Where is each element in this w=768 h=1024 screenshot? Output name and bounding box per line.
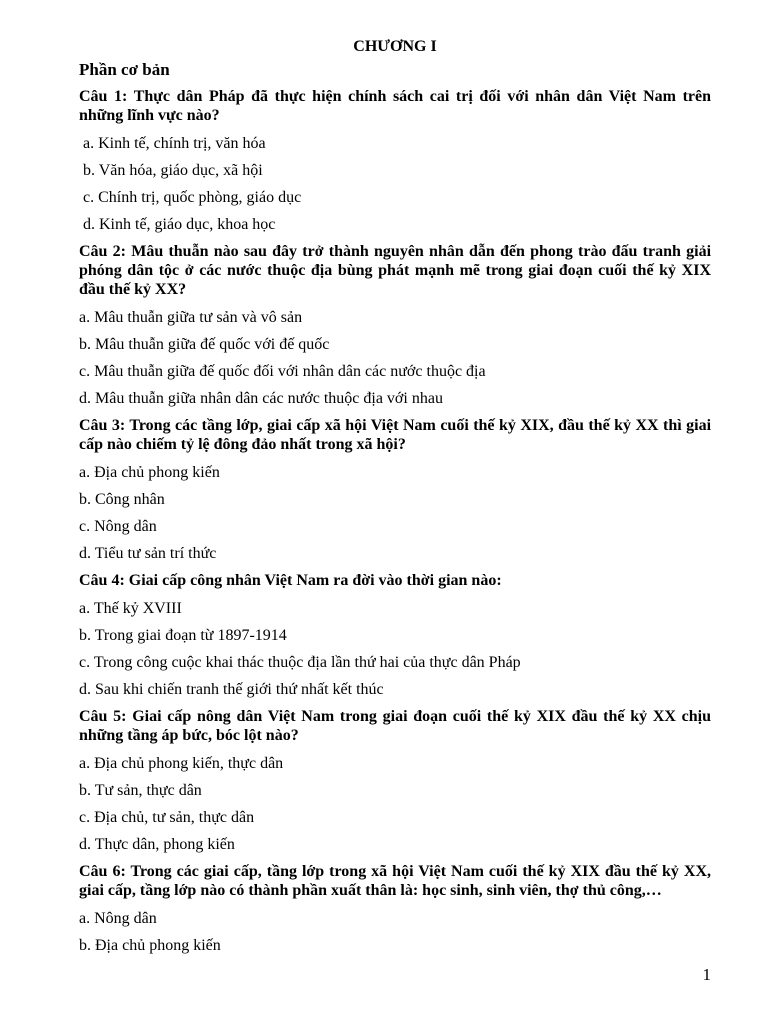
answer-option: c. Địa chủ, tư sản, thực dân <box>79 809 255 826</box>
answer-option: a. Thế kỷ XVIII <box>79 600 182 617</box>
answer-option: d. Thực dân, phong kiến <box>79 836 235 853</box>
answer-option: c. Trong công cuộc khai thác thuộc địa lần thứ hai của thực dân Pháp <box>79 654 521 671</box>
question-label: Câu 2: <box>79 243 127 260</box>
section-title: Phần cơ bản <box>79 60 170 79</box>
question-label: Câu 6: <box>79 863 126 880</box>
question-text: Thực dân Pháp đã thực hiện chính sách cai trị đối với nhân dân Việt Nam trên những lĩnh vực nào? <box>79 88 712 124</box>
question-label: Câu 3: <box>79 417 126 434</box>
answer-option: b. Trong giai đoạn từ 1897-1914 <box>79 627 287 644</box>
answer-option: b. Địa chủ phong kiến <box>79 937 221 954</box>
question-6 <box>79 862 711 900</box>
chapter-title: CHƯƠNG I <box>353 38 437 55</box>
question-4 <box>79 571 711 590</box>
question-label: Câu 1: <box>79 88 128 105</box>
question-label: Câu 4: <box>79 572 125 589</box>
question-text: : Giai cấp nông dân Việt Nam trong giai đoạn cuối thế kỷ XIX đầu thế kỷ XX chịu những tầng áp bức, bóc lột nào? <box>79 708 711 744</box>
question-1 <box>79 87 711 125</box>
page-number: 1 <box>702 965 711 984</box>
answer-option: a. Kinh tế, chính trị, văn hóa <box>83 135 266 152</box>
answer-option: a. Địa chủ phong kiến, thực dân <box>79 755 284 772</box>
answer-option: d. Kinh tế, giáo dục, khoa học <box>83 216 276 233</box>
question-label: Câu 5 <box>79 708 122 725</box>
answer-option: a. Nông dân <box>79 910 157 927</box>
answer-option: b. Tư sản, thực dân <box>79 782 202 799</box>
question-text: Mâu thuẫn nào sau đây trở thành nguyên nhân dẫn đến phong trào đấu tranh giải phóng dân tộc ở các nước thuộc địa bùng phát mạnh mẽ trong giai đoạn cuối thế kỷ XIX đầu thế kỷ XX? <box>79 243 712 298</box>
question-text: Trong các tầng lớp, giai cấp xã hội Việt Nam cuối thế kỷ XIX, đầu thế kỷ XX thì giai cấp nào chiếm tỷ lệ đông đảo nhất trong xã hội? <box>79 417 712 453</box>
answer-option: c. Chính trị, quốc phòng, giáo dục <box>83 189 302 206</box>
answer-option: c. Nông dân <box>79 518 157 535</box>
question-2 <box>79 242 711 299</box>
answer-option: b. Văn hóa, giáo dục, xã hội <box>83 162 263 179</box>
answer-option: d. Sau khi chiến tranh thế giới thứ nhất kết thúc <box>79 681 384 698</box>
answer-option: d. Mâu thuẫn giữa nhân dân các nước thuộc địa với nhau <box>79 390 443 407</box>
answer-option: b. Công nhân <box>79 491 165 508</box>
answer-option: a. Mâu thuẫn giữa tư sản và vô sản <box>79 309 303 326</box>
question-text: Trong các giai cấp, tầng lớp trong xã hội Việt Nam cuối thế kỷ XIX đầu thế kỷ XX, giai cấp, tầng lớp nào có thành phần xuất thân là: học sinh, sinh viên, thợ thủ công,… <box>79 863 712 899</box>
question-3 <box>79 416 711 454</box>
answer-option: a. Địa chủ phong kiến <box>79 464 220 481</box>
answer-option: c. Mâu thuẫn giữa đế quốc đối với nhân dân các nước thuộc địa <box>79 363 486 380</box>
answer-option: d. Tiểu tư sản trí thức <box>79 545 217 562</box>
question-text: Giai cấp công nhân Việt Nam ra đời vào thời gian nào: <box>124 572 502 589</box>
question-5 <box>79 707 711 745</box>
document-page <box>79 36 711 963</box>
answer-option: b. Mâu thuẫn giữa đế quốc với đế quốc <box>79 336 330 353</box>
